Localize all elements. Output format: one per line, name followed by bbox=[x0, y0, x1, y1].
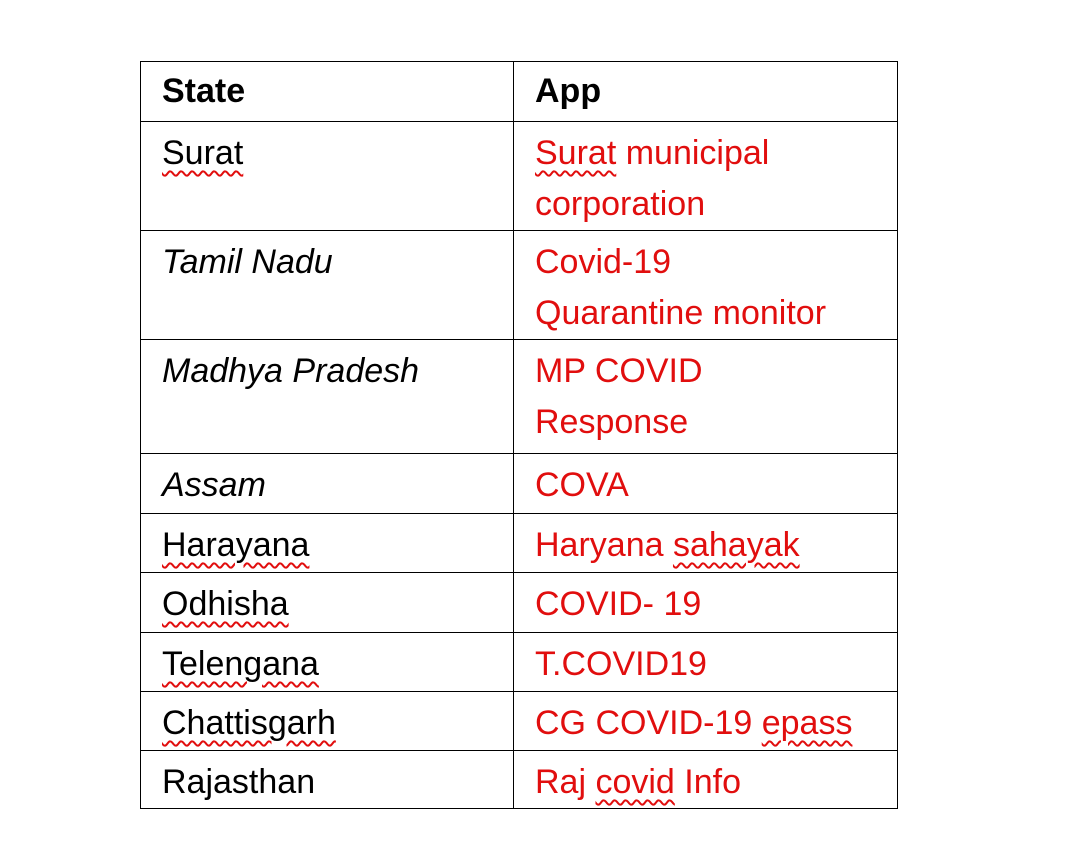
state-cell bbox=[141, 573, 514, 633]
state-name: Madhya Pradesh bbox=[162, 352, 420, 390]
app-name-part: covid bbox=[595, 763, 675, 801]
app-cell bbox=[514, 633, 898, 692]
app-name-part: Raj bbox=[535, 763, 596, 801]
state-name: Harayana bbox=[162, 526, 310, 564]
app-cell bbox=[514, 751, 898, 809]
app-name: T.COVID19 bbox=[535, 645, 707, 683]
table-row bbox=[141, 122, 898, 231]
app-cell bbox=[514, 231, 898, 340]
state-cell bbox=[141, 692, 514, 751]
table-row bbox=[141, 692, 898, 751]
state-cell bbox=[141, 340, 514, 454]
app-name-part: corporation bbox=[535, 185, 706, 223]
state-cell bbox=[141, 231, 514, 340]
state-cell bbox=[141, 633, 514, 692]
state-cell bbox=[141, 514, 514, 573]
app-name-part: Covid-19 bbox=[535, 243, 672, 281]
app-name-part: Quarantine monitor bbox=[535, 294, 827, 332]
table-row bbox=[141, 633, 898, 692]
header-row bbox=[141, 62, 898, 122]
app-name-part: sahayak bbox=[672, 526, 800, 564]
app-cell bbox=[514, 514, 898, 573]
table-row bbox=[141, 751, 898, 809]
state-name: Rajasthan bbox=[162, 763, 316, 801]
state-name: Tamil Nadu bbox=[162, 243, 333, 281]
app-name-part: Info bbox=[674, 763, 742, 801]
state-name: Surat bbox=[162, 134, 244, 172]
app-name-part: epass bbox=[761, 704, 853, 742]
table-row bbox=[141, 454, 898, 514]
state-name: Chattisgarh bbox=[162, 704, 336, 742]
app-name-part: MP COVID bbox=[535, 352, 703, 390]
table-row bbox=[141, 573, 898, 633]
state-app-table bbox=[140, 61, 898, 809]
header-state: State bbox=[141, 62, 514, 122]
state-cell bbox=[141, 454, 514, 514]
app-cell bbox=[514, 573, 898, 633]
app-name-part: municipal bbox=[616, 134, 770, 172]
state-cell bbox=[141, 751, 514, 809]
state-cell bbox=[141, 122, 514, 231]
table-row bbox=[141, 514, 898, 573]
app-cell bbox=[514, 122, 898, 231]
app-name-part: Surat bbox=[535, 134, 617, 172]
app-name-part: Haryana bbox=[535, 526, 673, 564]
state-name: Odhisha bbox=[162, 585, 289, 623]
app-name: COVA bbox=[535, 466, 629, 504]
app-name-part: Response bbox=[535, 403, 689, 441]
app-cell bbox=[514, 454, 898, 514]
app-cell bbox=[514, 692, 898, 751]
app-name: COVID- 19 bbox=[535, 585, 702, 623]
app-name-part: CG COVID-19 bbox=[535, 704, 762, 742]
app-cell bbox=[514, 340, 898, 454]
state-name: Telengana bbox=[162, 645, 319, 683]
table-row bbox=[141, 231, 898, 340]
table-row bbox=[141, 340, 898, 454]
state-name: Assam bbox=[162, 466, 266, 504]
header-app: App bbox=[514, 62, 898, 122]
